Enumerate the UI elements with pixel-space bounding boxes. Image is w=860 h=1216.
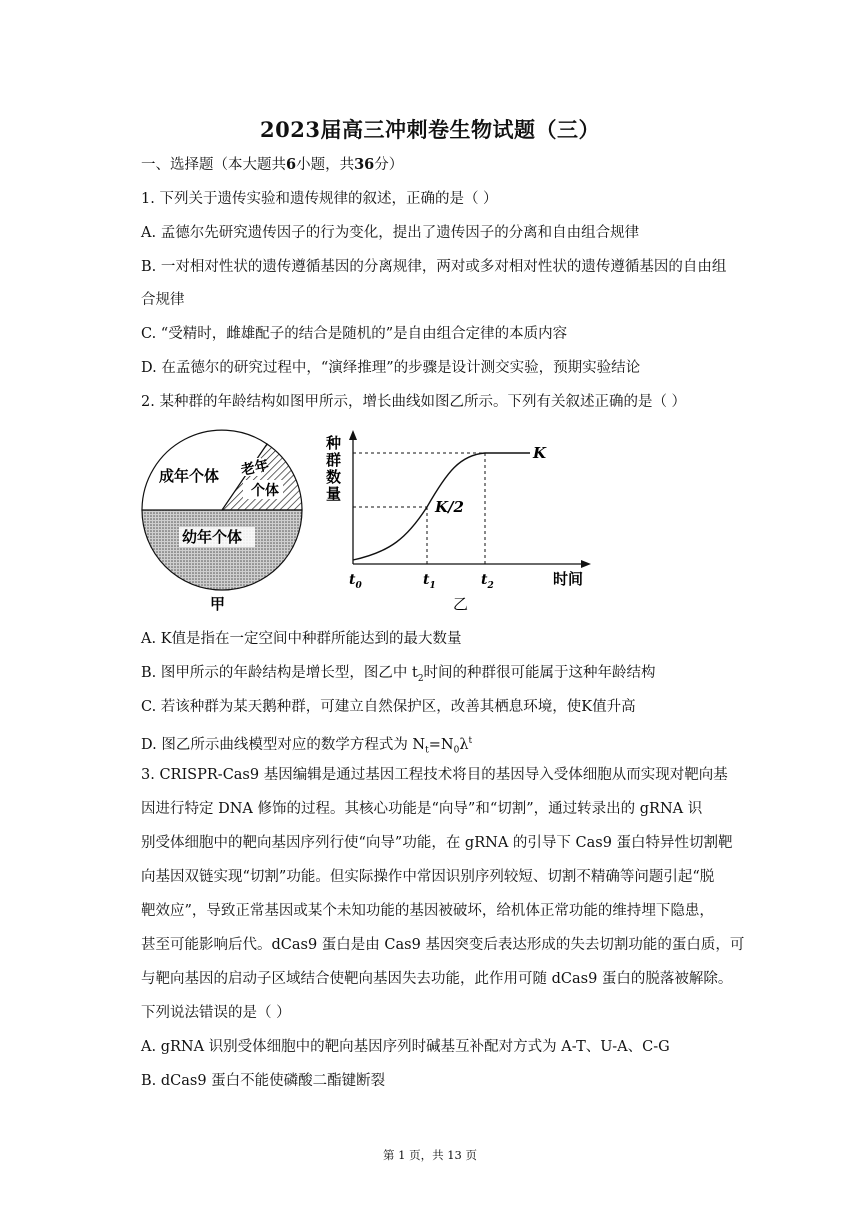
y-label-2: 群 (326, 451, 342, 469)
page-footer: 第 1 页，共 13 页 (382, 1148, 478, 1162)
q1-option-a: A. 孟德尔先研究遗传因子的行为变化，提出了遗传因子的分离和自由组合规律 (141, 225, 640, 241)
q1-option-b-cont: 合规律 (141, 292, 185, 308)
old-label-1: 老年 (239, 457, 271, 479)
q3-line-5: 靶效应”，导致正常基因或某个未知功能的基因被破坏，给机体正常功能的维持埋下隐患， (141, 903, 714, 919)
q1-option-c: C. “受精时，雌雄配子的结合是随机的”是自由组合定律的本质内容 (141, 326, 568, 342)
y-label-1: 种 (326, 434, 342, 452)
q1-stem: 1. 下列关于遗传实验和遗传规律的叙述，正确的是（ ） (141, 191, 498, 207)
y-label-4: 量 (326, 485, 342, 503)
q3-option-a: A. gRNA 识别受体细胞中的靶向基因序列时碱基互补配对方式为 A-T、U-A、C-G (141, 1039, 670, 1055)
page-title: 2023届高三冲刺卷生物试题（三） (260, 117, 600, 142)
k-label: K (533, 444, 547, 462)
k2-label: K/2 (435, 498, 464, 516)
t0-label: $t_0$ (349, 572, 362, 591)
age-structure-pie (142, 430, 302, 613)
pie-caption: 甲 (210, 595, 226, 613)
q3-line-1: 3. CRISPR-Cas9 基因编辑是通过基因工程技术将目的基因导入受体细胞从而实现对靶向基 (141, 767, 728, 783)
y-label-3: 数 (326, 468, 342, 486)
q2-option-d: D. 图乙所示曲线模型对应的数学方程式为 $N_t=N_0\lambda^t$ (141, 736, 473, 756)
q3-line-2: 因进行特定 DNA 修饰的过程。其核心功能是“向导”和“切割”，通过转录出的 gRNA 识 (141, 801, 703, 817)
q3-line-4: 向基因双链实现“切割”功能。但实际操作中常因识别序列较短、切割不精确等问题引起“脱 (141, 869, 715, 885)
young-label: 幼年个体 (182, 528, 243, 546)
young-sector (142, 510, 302, 590)
t1-label: $t_1$ (423, 572, 436, 591)
q3-line-7: 与靶向基因的启动子区域结合使靶向基因失去功能，此作用可随 dCas9 蛋白的脱落被解除。 (141, 971, 733, 987)
q2-figure (135, 428, 595, 618)
section-heading: 一、选择题（本大题共6小题，共36分） (141, 156, 404, 173)
q2-stem: 2. 某种群的年龄结构如图甲所示，增长曲线如图乙所示。下列有关叙述正确的是（ ） (141, 394, 687, 410)
adult-label: 成年个体 (159, 467, 220, 485)
curve-caption: 乙 (453, 595, 469, 613)
old-label-2: 个体 (251, 483, 279, 499)
q1-option-d: D. 在孟德尔的研究过程中，“演绎推理”的步骤是设计测交实验，预期实验结论 (141, 360, 641, 376)
q2-option-a: A. K值是指在一定空间中种群所能达到的最大数量 (141, 631, 462, 647)
q3-line-6: 甚至可能影响后代。dCas9 蛋白是由 Cas9 基因突变后表达形成的失去切割功能的蛋白质，可 (141, 937, 745, 953)
q2-option-b: B. 图甲所示的年龄结构是增长型，图乙中 $t_2$时间的种群很可能属于这种年龄结构 (141, 665, 656, 684)
growth-curve-chart (325, 430, 591, 613)
q3-line-3: 别受体细胞中的靶向基因序列行使“向导”功能，在 gRNA 的引导下 Cas9 蛋白特异性切割靶 (141, 835, 733, 851)
q3-option-b: B. dCas9 蛋白不能使磷酸二酯键断裂 (141, 1073, 386, 1089)
x-label: 时间 (553, 570, 584, 588)
q2-option-c: C. 若该种群为某天鹅种群，可建立自然保护区，改善其栖息环境，使K值升高 (141, 699, 636, 715)
q1-option-b: B. 一对相对性状的遗传遵循基因的分离规律，两对或多对相对性状的遗传遵循基因的自由组 (141, 259, 727, 275)
q3-line-8: 下列说法错误的是（ ） (141, 1005, 291, 1021)
t2-label: $t_2$ (481, 572, 494, 591)
